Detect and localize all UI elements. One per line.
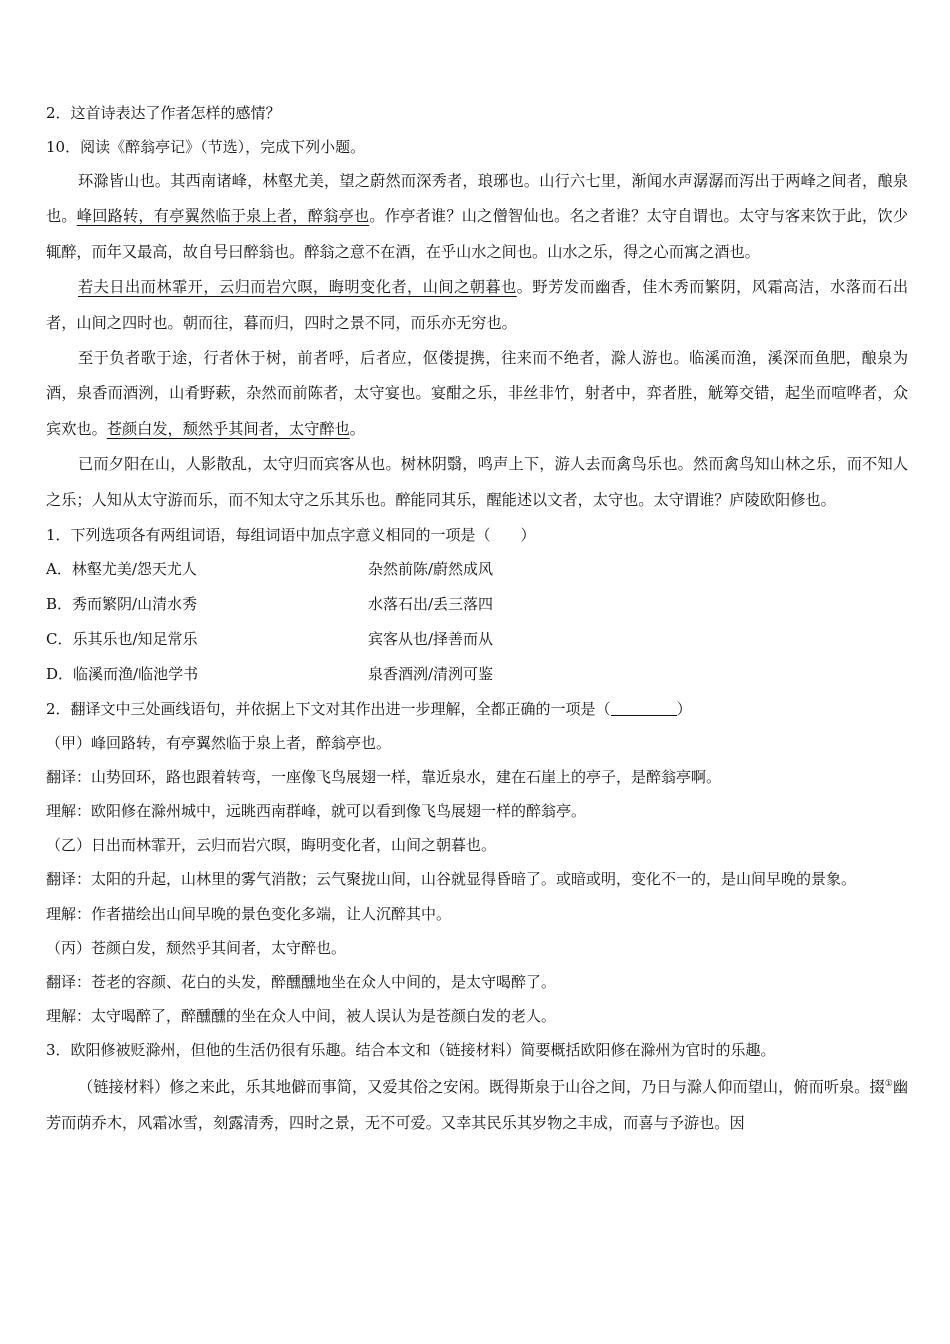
footnote-marker: ① bbox=[884, 1079, 893, 1090]
previous-question-2: 2．这首诗表达了作者怎样的感情？ bbox=[46, 104, 281, 122]
underlined-sentence-yi: 若夫日出而林霏开，云归而岩穴暝，晦明变化者，山间之朝暮也 bbox=[78, 278, 517, 297]
option-a-left: A．林壑尤美/怨天尤人 bbox=[46, 560, 197, 579]
underlined-sentence-bing: 苍颜白发，颓然乎其间者，太守醉也 bbox=[106, 419, 350, 438]
question-10-title: 10．阅读《醉翁亭记》（节选），完成下列小题。 bbox=[46, 138, 366, 156]
bing-translation: 翻译：苍老的容颜、花白的头发，醉醺醺地坐在众人中间的，是太守喝醉了。 bbox=[46, 973, 557, 992]
option-c-right: 宾客从也/择善而从 bbox=[368, 630, 494, 649]
jia-understanding: 理解：欧阳修在滁州城中，远眺西南群峰，就可以看到像飞鸟展翅一样的醉翁亭。 bbox=[46, 802, 587, 821]
option-a-right: 杂然前陈/蔚然成风 bbox=[368, 560, 494, 579]
passage-paragraph-3: 至于负者歌于途，行者休于树，前者呼，后者应，伛偻提携，往来而不绝者，滁人游也。临溪而渔，溪深而鱼肥，酿泉为酒，泉香而酒洌，山肴野蔌，杂然而前陈者，太守宴也。宴酣之乐，非丝非竹，射者中，弈者胜，觥筹交错，起坐而喧哗者，众宾欢也。苍颜白发，颓然乎其间者，太守醉也。 bbox=[46, 349, 908, 438]
option-d-left: D．临溪而渔/临池学书 bbox=[46, 665, 199, 684]
bing-understanding: 理解：太守喝醉了，醉醺醺的坐在众人中间，被人误认为是苍颜白发的老人。 bbox=[46, 1007, 557, 1026]
sentence-bing: （丙）苍颜白发，颓然乎其间者，太守醉也。 bbox=[46, 939, 347, 958]
option-b-right: 水落石出/丢三落四 bbox=[368, 595, 494, 614]
underlined-sentence-jia: 峰回路转，有亭翼然临于泉上者，醉翁亭也 bbox=[76, 207, 370, 226]
passage-paragraph-4: 已而夕阳在山，人影散乱，太守归而宾客从也。树林阴翳，鸣声上下，游人去而禽鸟乐也。然而禽鸟知山林之乐，而不知人之乐；人知从太守游而乐，而不知太守之乐其乐也。醉能同其乐，醒能述以文者，太守也。太守谓谁？庐陵欧阳修也。 bbox=[46, 455, 908, 509]
sentence-jia: （甲）峰回路转，有亭翼然临于泉上者，醉翁亭也。 bbox=[46, 734, 392, 753]
document-page bbox=[46, 96, 908, 1141]
question-1-stem: 1．下列选项各有两组词语，每组词语中加点字意义相同的一项是（ ） bbox=[46, 526, 536, 545]
option-c-left: C．乐其乐也/知足常乐 bbox=[46, 630, 198, 649]
yi-understanding: 理解：作者描绘出山间早晚的景色变化多端，让人沉醉其中。 bbox=[46, 905, 452, 924]
option-row-c bbox=[46, 622, 908, 657]
option-row-d bbox=[46, 657, 908, 692]
jia-translation: 翻译：山势回环，路也跟着转弯，一座像飞鸟展翅一样，靠近泉水，建在石崖上的亭子，是醉翁亭啊。 bbox=[46, 768, 722, 787]
sentence-yi: （乙）日出而林霏开，云归而岩穴暝，晦明变化者，山间之朝暮也。 bbox=[46, 836, 497, 855]
option-d-right: 泉香酒洌/清洌可鉴 bbox=[368, 665, 494, 684]
answer-blank bbox=[611, 699, 677, 716]
option-row-a bbox=[46, 552, 908, 587]
question-2-stem: 2．翻译文中三处画线语句，并依据上下文对其作出进一步理解，全都正确的一项是（ ） bbox=[46, 700, 692, 719]
passage-paragraph-1: 环滁皆山也。其西南诸峰，林壑尤美，望之蔚然而深秀者，琅琊也。山行六七里，渐闻水声潺潺而泻出于两峰之间者，酿泉也。峰回路转，有亭翼然临于泉上者，醉翁亭也。作亭者谁？山之僧智仙也。名之者谁？太守自谓也。太守与客来饮于此，饮少辄醉，而年又最高，故自号曰醉翁也。醉翁之意不在酒，在乎山水之间也。山水之乐，得之心而寓之酒也。 bbox=[46, 172, 909, 261]
passage-paragraph-2: 若夫日出而林霏开，云归而岩穴暝，晦明变化者，山间之朝暮也。野芳发而幽香，佳木秀而繁阴，风霜高洁，水落而石出者，山间之四时也。朝而往，暮而归，四时之景不同，而乐亦无穷也。 bbox=[46, 278, 909, 332]
link-material: （链接材料）修之来此，乐其地僻而事简，又爱其俗之安闲。既得斯泉于山谷之间，乃日与滁人仰而望山，俯而听泉。掇①幽芳而荫乔木，风霜冰雪，刻露清秀，四时之景，无不可爱。又幸其民乐其岁物之丰成，而喜与予游也。因 bbox=[46, 1078, 908, 1132]
option-b-left: B．秀而繁阴/山清水秀 bbox=[46, 595, 198, 614]
option-row-b bbox=[46, 587, 908, 622]
yi-translation: 翻译：太阳的升起，山林里的雾气消散；云气聚拢山间，山谷就显得昏暗了。或暗或明，变化不一的，是山间早晚的景象。 bbox=[46, 870, 857, 889]
question-3-stem: 3．欧阳修被贬滁州，但他的生活仍很有乐趣。结合本文和（链接材料）简要概括欧阳修在滁州为官时的乐趣。 bbox=[46, 1041, 776, 1060]
